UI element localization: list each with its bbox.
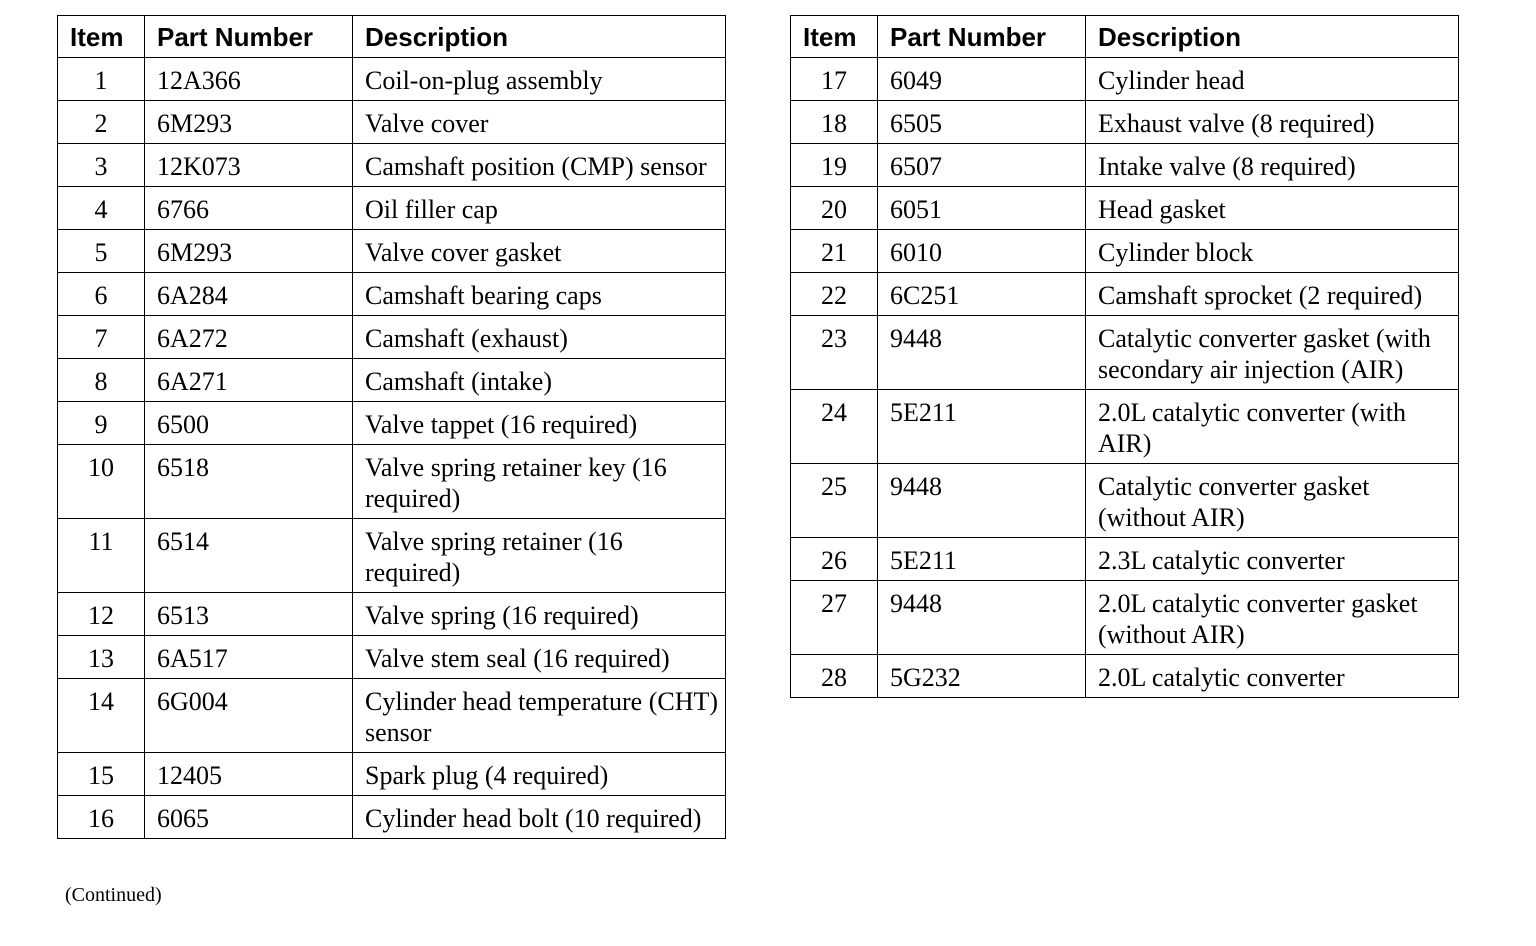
table-row: [58, 519, 726, 593]
table-row: [58, 636, 726, 679]
part-number-cell: 6G004: [145, 679, 353, 753]
header-row: [58, 16, 726, 58]
table-row: [791, 538, 1459, 581]
header-row: [791, 16, 1459, 58]
part-number-cell: 6505: [878, 101, 1086, 144]
description-cell: Camshaft (exhaust): [353, 316, 726, 359]
table-row: [791, 101, 1459, 144]
table-row: [791, 390, 1459, 464]
part-number-cell: 6010: [878, 230, 1086, 273]
table-row: [58, 144, 726, 187]
part-number-cell: 5E211: [878, 390, 1086, 464]
table-row: [791, 58, 1459, 101]
item-cell: 20: [791, 187, 878, 230]
description-cell: Camshaft sprocket (2 required): [1086, 273, 1459, 316]
description-cell: Cylinder head bolt (10 required): [353, 796, 726, 839]
description-cell: Exhaust valve (8 required): [1086, 101, 1459, 144]
table-row: [58, 316, 726, 359]
header-part-number: Part Number: [878, 16, 1086, 58]
item-cell: 28: [791, 655, 878, 698]
item-cell: 26: [791, 538, 878, 581]
table-row: [58, 445, 726, 519]
table-row: [791, 464, 1459, 538]
description-cell: 2.0L catalytic converter: [1086, 655, 1459, 698]
part-number-cell: 6051: [878, 187, 1086, 230]
description-cell: Camshaft position (CMP) sensor: [353, 144, 726, 187]
item-cell: 14: [58, 679, 145, 753]
part-number-cell: 6A271: [145, 359, 353, 402]
item-cell: 12: [58, 593, 145, 636]
description-cell: 2.0L catalytic converter (with AIR): [1086, 390, 1459, 464]
table-row: [58, 359, 726, 402]
item-cell: 8: [58, 359, 145, 402]
description-cell: Cylinder block: [1086, 230, 1459, 273]
description-cell: 2.0L catalytic converter gasket (without AIR): [1086, 581, 1459, 655]
item-cell: 21: [791, 230, 878, 273]
description-cell: Valve spring retainer (16 required): [353, 519, 726, 593]
part-number-cell: 9448: [878, 316, 1086, 390]
description-cell: Spark plug (4 required): [353, 753, 726, 796]
part-number-cell: 12K073: [145, 144, 353, 187]
description-cell: Valve spring (16 required): [353, 593, 726, 636]
table-row: [791, 581, 1459, 655]
item-cell: 2: [58, 101, 145, 144]
description-cell: Valve tappet (16 required): [353, 402, 726, 445]
description-cell: Camshaft bearing caps: [353, 273, 726, 316]
item-cell: 11: [58, 519, 145, 593]
item-cell: 10: [58, 445, 145, 519]
part-number-cell: 6518: [145, 445, 353, 519]
table-row: [58, 58, 726, 101]
item-cell: 18: [791, 101, 878, 144]
item-cell: 19: [791, 144, 878, 187]
table-row: [58, 593, 726, 636]
parts-table-left: [57, 15, 726, 839]
part-number-cell: 6507: [878, 144, 1086, 187]
table-row: [58, 753, 726, 796]
item-cell: 15: [58, 753, 145, 796]
part-number-cell: 6513: [145, 593, 353, 636]
item-cell: 9: [58, 402, 145, 445]
table-row: [58, 101, 726, 144]
description-cell: Coil-on-plug assembly: [353, 58, 726, 101]
header-description: Description: [353, 16, 726, 58]
table-row: [58, 273, 726, 316]
description-cell: Intake valve (8 required): [1086, 144, 1459, 187]
description-cell: Valve cover gasket: [353, 230, 726, 273]
item-cell: 16: [58, 796, 145, 839]
part-number-cell: 9448: [878, 581, 1086, 655]
table-row: [791, 316, 1459, 390]
part-number-cell: 6514: [145, 519, 353, 593]
part-number-cell: 6M293: [145, 101, 353, 144]
description-cell: Catalytic converter gasket (without AIR): [1086, 464, 1459, 538]
item-cell: 4: [58, 187, 145, 230]
table-row: [58, 187, 726, 230]
item-cell: 17: [791, 58, 878, 101]
table-row: [58, 796, 726, 839]
description-cell: Catalytic converter gasket (with secondary air injection (AIR): [1086, 316, 1459, 390]
part-number-cell: 6A272: [145, 316, 353, 359]
description-cell: Valve stem seal (16 required): [353, 636, 726, 679]
description-cell: Valve spring retainer key (16 required): [353, 445, 726, 519]
table-row: [791, 273, 1459, 316]
description-cell: Oil filler cap: [353, 187, 726, 230]
part-number-cell: 6766: [145, 187, 353, 230]
description-cell: Cylinder head temperature (CHT) sensor: [353, 679, 726, 753]
item-cell: 5: [58, 230, 145, 273]
header-item: Item: [791, 16, 878, 58]
description-cell: 2.3L catalytic converter: [1086, 538, 1459, 581]
part-number-cell: 5E211: [878, 538, 1086, 581]
part-number-cell: 6M293: [145, 230, 353, 273]
table-row: [791, 144, 1459, 187]
item-cell: 6: [58, 273, 145, 316]
header-item: Item: [58, 16, 145, 58]
continued-note: (Continued): [65, 884, 162, 906]
description-cell: Camshaft (intake): [353, 359, 726, 402]
description-cell: Cylinder head: [1086, 58, 1459, 101]
item-cell: 23: [791, 316, 878, 390]
part-number-cell: 6C251: [878, 273, 1086, 316]
item-cell: 1: [58, 58, 145, 101]
part-number-cell: 5G232: [878, 655, 1086, 698]
table-row: [791, 655, 1459, 698]
description-cell: Valve cover: [353, 101, 726, 144]
header-part-number: Part Number: [145, 16, 353, 58]
part-number-cell: 6049: [878, 58, 1086, 101]
table-row: [58, 679, 726, 753]
item-cell: 3: [58, 144, 145, 187]
part-number-cell: 12405: [145, 753, 353, 796]
part-number-cell: 6500: [145, 402, 353, 445]
item-cell: 24: [791, 390, 878, 464]
part-number-cell: 6A284: [145, 273, 353, 316]
item-cell: 22: [791, 273, 878, 316]
description-cell: Head gasket: [1086, 187, 1459, 230]
table-row: [791, 230, 1459, 273]
item-cell: 27: [791, 581, 878, 655]
part-number-cell: 6065: [145, 796, 353, 839]
part-number-cell: 12A366: [145, 58, 353, 101]
header-description: Description: [1086, 16, 1459, 58]
item-cell: 25: [791, 464, 878, 538]
table-row: [58, 230, 726, 273]
table-row: [791, 187, 1459, 230]
part-number-cell: 6A517: [145, 636, 353, 679]
parts-table-right: [790, 15, 1459, 698]
part-number-cell: 9448: [878, 464, 1086, 538]
item-cell: 13: [58, 636, 145, 679]
item-cell: 7: [58, 316, 145, 359]
table-row: [58, 402, 726, 445]
